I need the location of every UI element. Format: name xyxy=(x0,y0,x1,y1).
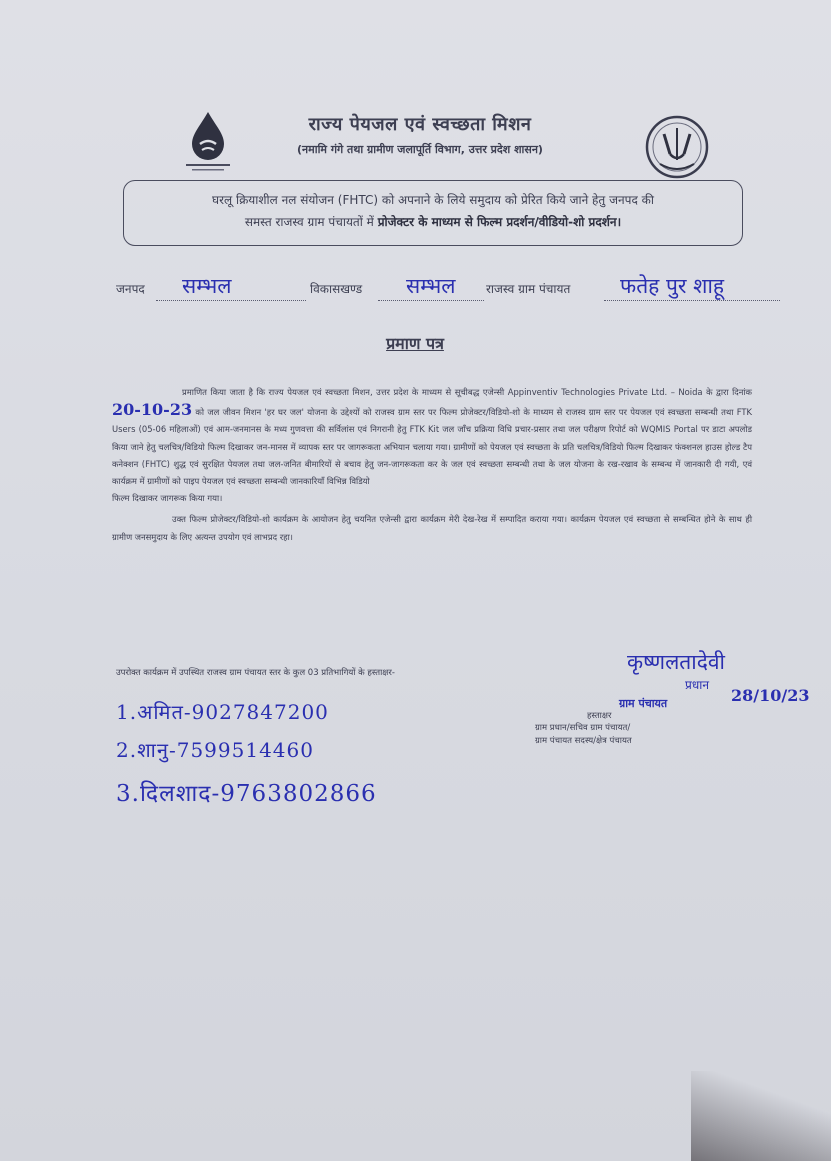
block-label: विकासखण्ड xyxy=(310,282,363,296)
participants-caption: उपरोक्त कार्यक्रम में उपस्थित राजस्व ग्राम पंचायत स्तर के कुल 03 प्रतिभागियों के हस्ताक्षर- xyxy=(116,668,395,678)
signatory-caption xyxy=(535,722,632,748)
certificate-body xyxy=(112,384,752,546)
para1-part-b: को जल जीवन मिशन 'हर घर जल' योजना के उद्देश्यों को राजस्व ग्राम स्तर पर फिल्म प्रोजेक्टर/विडियो-शो के माध्यम से राजस्व ग्राम स्तर पर पेयजल एवं स्वच्छता सम्बन्धी तथा FTK Users (05-06 महिलाओं) एवं आम-जनमानस के मध्य गुणवत्ता की सर्विलांस एवं निगरानी हेतु FTK Kit जल जाँच प्रक्रिया विधि प्रचार-प्रसार तथा जल परीक्षण रिपोर्ट को WQMIS Portal पर डाटा अपलोड किया जाने हेतु चलचित्र/विडियो फिल्म दिखाकर जन-मानस में व्यापक स्तर पर जागरूकता अभियान चलाया गया। ग्रामीणों को पेयजल एवं स्वच्छता के प्रति चलचित्र/विडियो फिल्म दिखाकर फंक्शनल हाउस होल्ड टैप कनेक्शन (FHTC) शुद्ध एवं सुरक्षित पेयजल तथा जल-जनित बीमारियों से बचाव हेतु जन-जागरूकता कर के जल एवं स्वच्छता सम्बन्धी तथा के जल योजना के रख-रखाव के सम्बन्ध में जानकारी दी गयी, एवं कार्यक्रम में ग्रामीणों को पाइप पेयजल एवं स्वच्छता सम्बन्धी जानकारियाँ विभिन्न विडियो xyxy=(112,407,752,487)
para1-part-c: फिल्म दिखाकर जागरूक किया गया। xyxy=(112,493,223,504)
block-line xyxy=(378,300,484,301)
panchayat-label: राजस्व ग्राम पंचायत xyxy=(486,282,571,296)
banner-line-1: घरलू क्रियाशील नल संयोजन (FHTC) को अपनाने के लिये समुदाय को प्रेरित किये जाने हेतु जनपद की xyxy=(212,193,654,207)
signatory-caption-line-1: ग्राम प्रधान/सचिव ग्राम पंचायत/ xyxy=(535,723,631,733)
district-label: जनपद xyxy=(116,282,145,296)
banner-line-2-plain: समस्त राजस्व ग्राम पंचायतों में xyxy=(244,215,374,229)
signature-date: 28/10/23 xyxy=(731,686,810,705)
certificate-title: प्रमाण पत्र xyxy=(386,334,444,353)
certificate-paragraph-1 xyxy=(112,384,752,490)
program-date: 20-10-23 xyxy=(112,400,193,420)
program-banner xyxy=(123,180,743,246)
certificate-paragraph-2: उक्त फिल्म प्रोजेक्टर/विडियो-शो कार्यक्रम के आयोजन हेतु चयनित एजेन्सी द्वारा कार्यक्रम मेरी देख-रेख में सम्पादित कराया गया। कार्यक्रम पेयजल एवं स्वच्छता से सम्बन्धित होने के साथ ही ग्रामीण जनसमुदाय के लिए अत्यन्त उपयोग एवं लाभप्रद रहा। xyxy=(112,514,752,542)
jal-mission-logo-icon xyxy=(178,108,238,178)
signatory-block xyxy=(535,640,815,770)
banner-line-2 xyxy=(138,211,728,233)
stamp-title: प्रधान xyxy=(685,678,709,692)
panchayat-line xyxy=(604,300,780,301)
stamp-panchayat: ग्राम पंचायत xyxy=(619,697,668,710)
participant-entry: 3.दिलशाद-9763802866 xyxy=(116,781,377,807)
page-shadow xyxy=(691,1071,831,1161)
org-title: राज्य पेयजल एवं स्वच्छता मिशन xyxy=(308,114,532,135)
signature-label: हस्ताक्षर xyxy=(587,711,612,721)
org-subtitle: (नमामि गंगे तथा ग्रामीण जलापूर्ति विभाग, उत्तर प्रदेश शासन) xyxy=(297,143,543,156)
para1-part-a: प्रमाणित किया जाता है कि राज्य पेयजल एवं स्वच्छता मिशन, उत्तर प्रदेश के माध्यम से सूचीबद्ध एजेन्सी Appinventiv Technologies Private Ltd. – Noida के द्वारा दिनांक xyxy=(182,387,752,397)
location-row xyxy=(116,272,796,306)
signatory-caption-line-2: ग्राम पंचायत सदस्य/क्षेत्र पंचायत xyxy=(535,736,632,746)
block-value: सम्भल xyxy=(406,274,456,298)
district-line xyxy=(156,300,306,301)
district-value: सम्भल xyxy=(182,274,232,298)
participant-entry: 1.अमित-9027847200 xyxy=(116,700,329,724)
banner-line-2-bold: प्रोजेक्टर के माध्यम से फिल्म प्रदर्शन/वीडियो-शो प्रदर्शन। xyxy=(377,215,622,229)
participant-entry: 2.शानु-7599514460 xyxy=(116,738,314,762)
up-state-emblem-icon xyxy=(640,114,714,180)
pradhan-signature: कृष्णलतादेवी xyxy=(627,650,725,674)
panchayat-value: फतेह पुर शाहू xyxy=(620,274,725,298)
